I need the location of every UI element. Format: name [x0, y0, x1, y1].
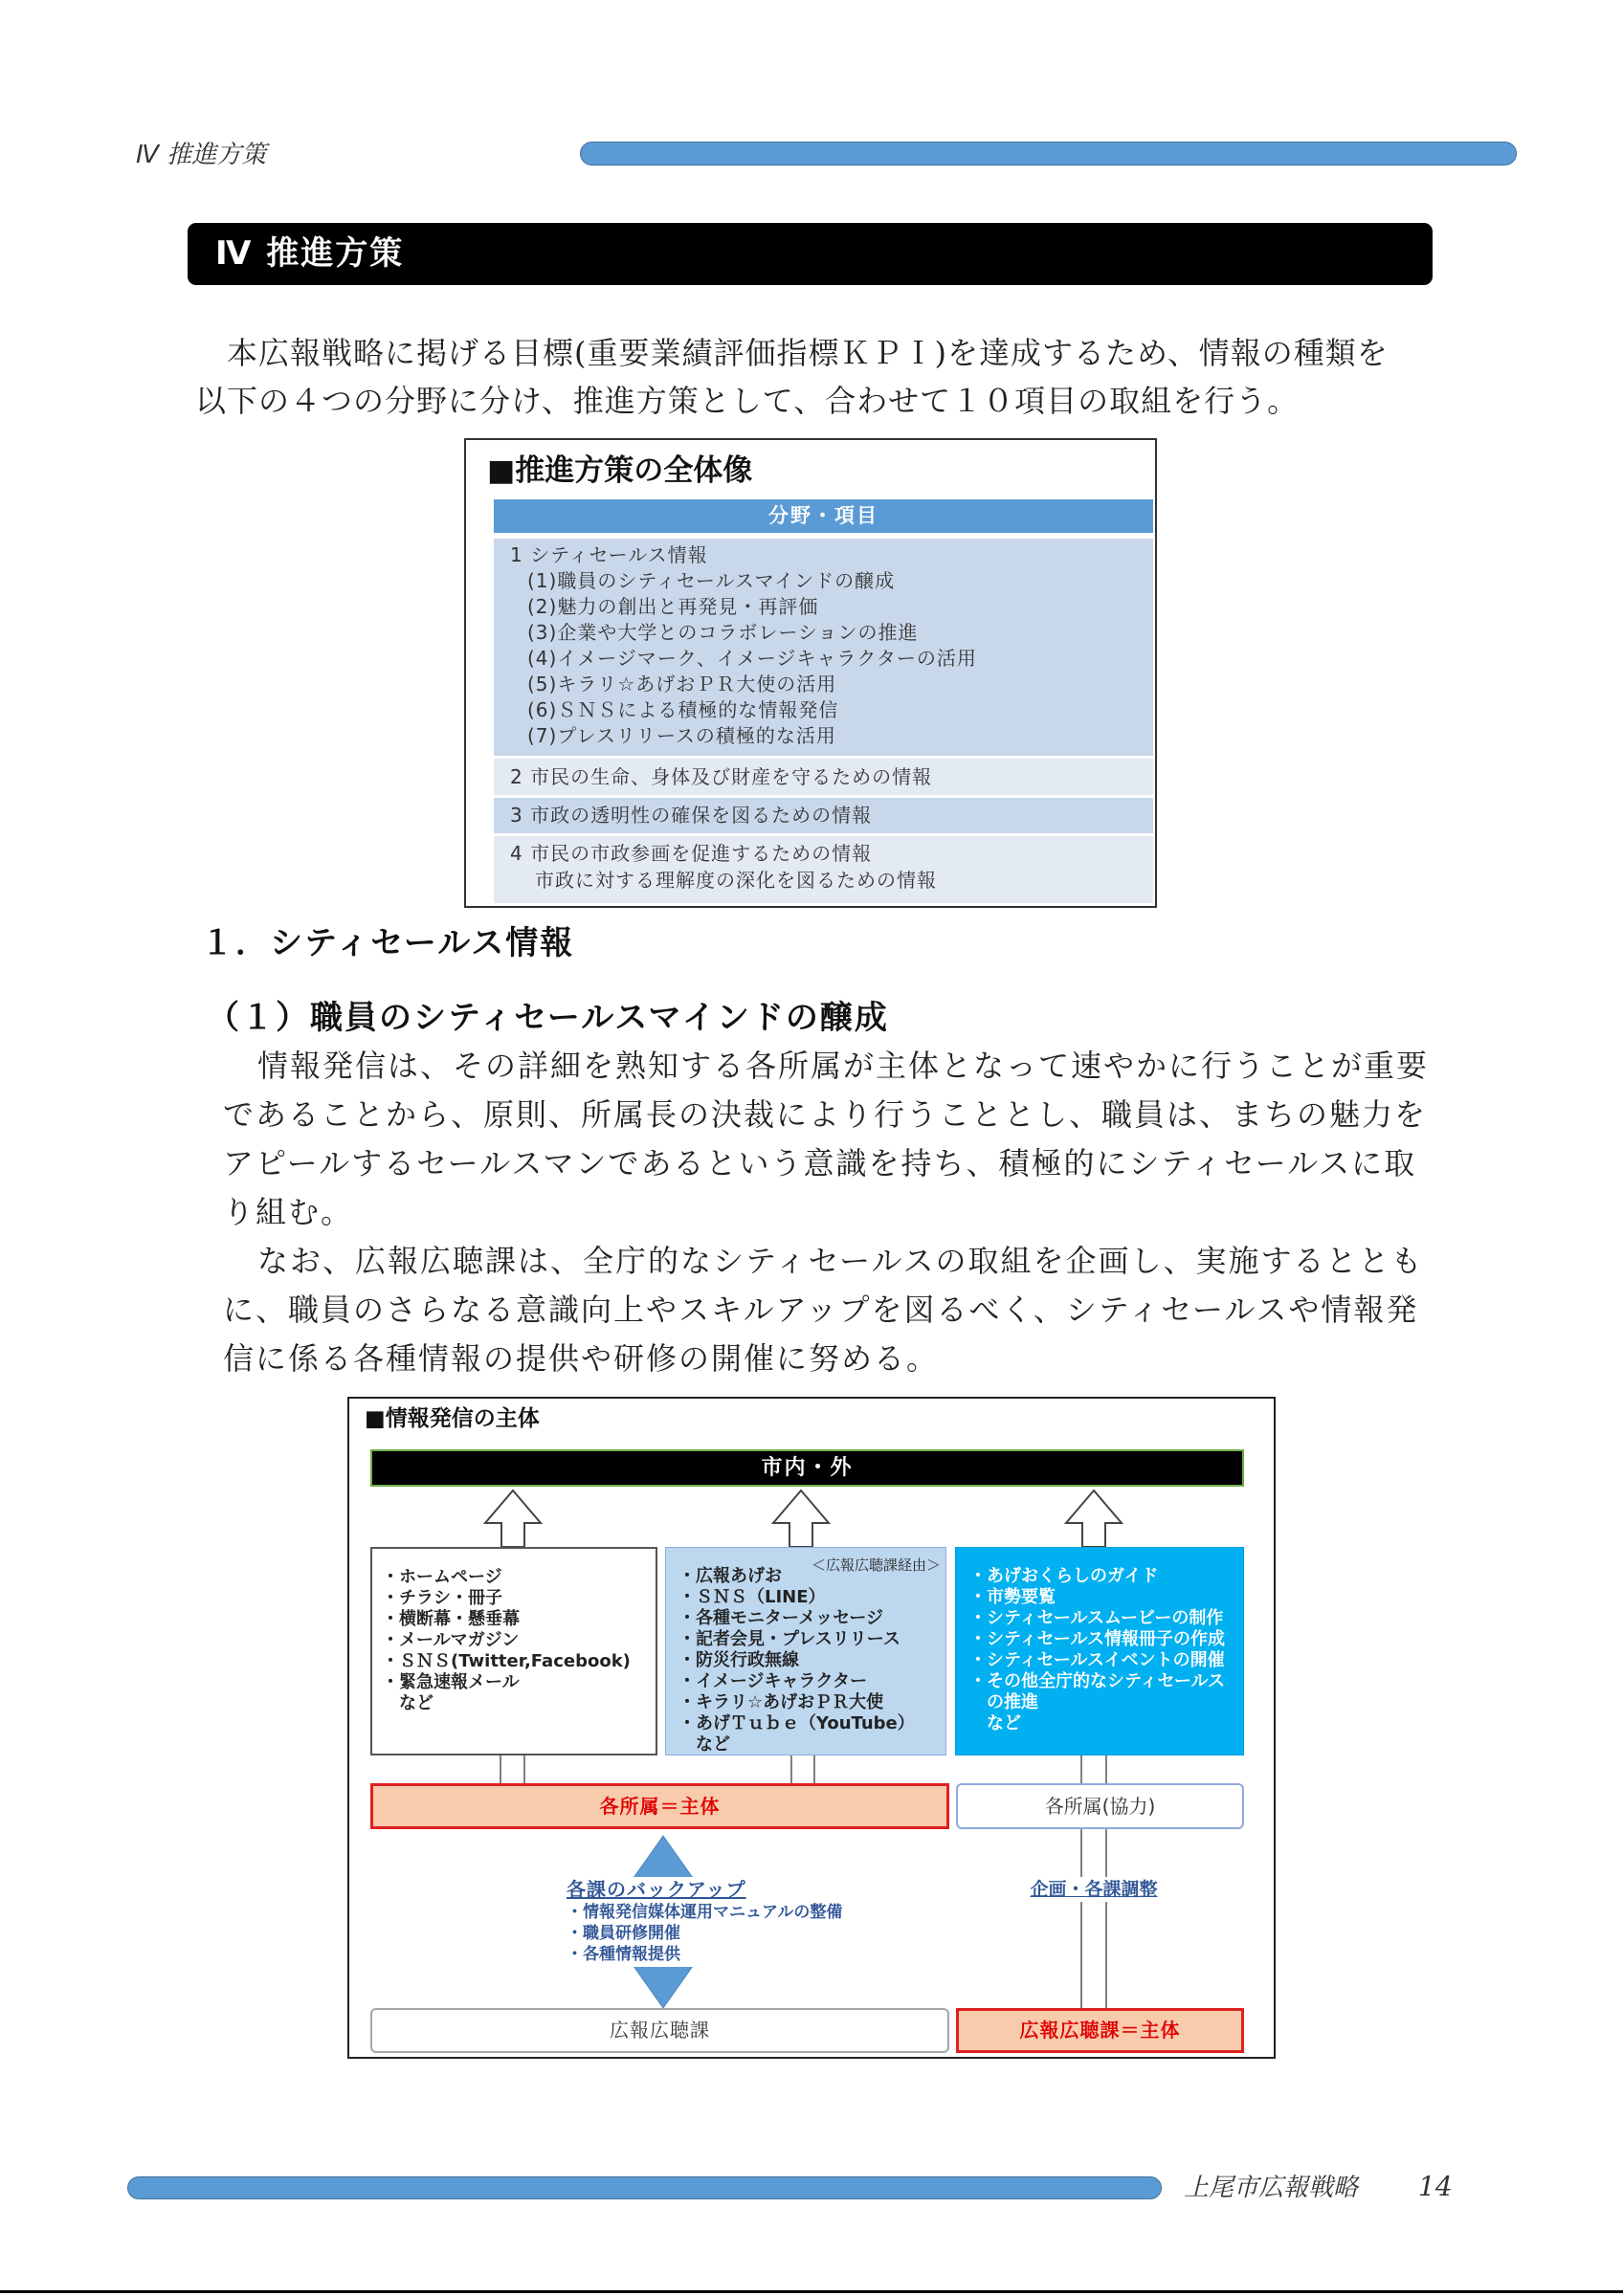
- up-arrow-icon: [485, 1490, 541, 1547]
- departments-lead-box: 各所属＝主体: [370, 1783, 949, 1829]
- intro-line: 以下の４つの分野に分け、推進方策として、合わせて１０項目の取組を行う。: [195, 383, 1300, 419]
- paragraph-line: に、職員のさらなる意識向上やスキルアップを図るべく、シティセールスや情報発: [223, 1292, 1419, 1328]
- media-item: ・キラリ☆あげおＰＲ大使: [678, 1692, 884, 1712]
- intro-paragraph: [195, 329, 1439, 425]
- paragraph-line: であることから、原則、所属長の決裁により行うこととし、職員は、まちの魅力を: [223, 1096, 1428, 1133]
- paragraph-line: 情報発信は、その詳細を熟知する各所属が主体となって速やかに行うことが重要: [257, 1048, 1430, 1084]
- coordination-annotation: 企画・各課調整: [1027, 1877, 1161, 1902]
- overview-box: [464, 438, 1157, 908]
- chapter-title: Ⅳ 推進方策: [188, 223, 1433, 285]
- paragraph-line: アピールするセールスマンであるという意識を持ち、積極的にシティセールスに取: [223, 1145, 1417, 1181]
- section-body: [223, 1042, 1438, 1383]
- running-header-bar: [580, 142, 1517, 166]
- media-box-general: [370, 1547, 657, 1755]
- media-item: の推進: [987, 1692, 1038, 1712]
- overview-row-item: (4)イメージマーク、イメージキャラクターの活用: [527, 647, 977, 670]
- up-arrow-icon: [1066, 1490, 1122, 1547]
- media-item: ・広報あげお: [678, 1566, 782, 1586]
- overview-row-participation: [494, 836, 1153, 903]
- media-item: など: [696, 1734, 730, 1755]
- media-item: ・あげＴｕｂｅ（YouTube）: [678, 1713, 915, 1733]
- media-item: ・ホームページ: [382, 1567, 502, 1587]
- media-item: ・市勢要覧: [969, 1587, 1056, 1607]
- media-box-city-sales: [955, 1547, 1244, 1755]
- overview-row-item: (5)キラリ☆あげおＰＲ大使の活用: [527, 673, 837, 695]
- overview-row-item: (3)企業や大学とのコラボレーションの推進: [527, 621, 919, 644]
- overview-row-item: (1)職員のシティセールスマインドの醸成: [527, 569, 896, 592]
- media-box-note: ＜広報広聴課経由＞: [811, 1556, 941, 1574]
- overview-row-heading: 2 市民の生命、身体及び財産を守るための情報: [510, 765, 933, 788]
- backup-title: 各課のバックアップ: [567, 1878, 746, 1901]
- media-item: ・イメージキャラクター: [678, 1671, 868, 1691]
- overview-row-heading: 4 市民の市政参画を促進するための情報: [510, 842, 873, 865]
- footer-bar: [127, 2176, 1162, 2199]
- media-item: ・ＳＮＳ(Twitter,Facebook): [382, 1651, 631, 1671]
- overview-row-item: 市政に対する理解度の深化を図るための情報: [535, 869, 937, 892]
- overview-row-item: (7)プレスリリースの積極的な活用: [527, 724, 836, 747]
- media-item: など: [399, 1693, 434, 1713]
- overview-row-transparency: [494, 798, 1153, 833]
- overview-row-heading: 1 シティセールス情報: [510, 543, 708, 566]
- media-item: ・記者会見・プレスリリース: [678, 1629, 900, 1649]
- media-item: ・シティセールスイベントの開催: [969, 1650, 1225, 1670]
- media-box-pr-division: [665, 1547, 946, 1755]
- paragraph-line: 信に係る各種情報の提供や研修の開催に努める。: [223, 1340, 940, 1377]
- overview-row-item: (6)ＳＮＳによる積極的な情報発信: [527, 698, 839, 721]
- info-source-diagram: [347, 1397, 1276, 2059]
- media-item: ・各種モニターメッセージ: [678, 1608, 884, 1628]
- overview-row-heading: 3 市政の透明性の確保を図るための情報: [510, 804, 873, 827]
- intro-line: 本広報戦略に掲げる目標(重要業績評価指標ＫＰＩ)を達成するため、情報の種類を: [227, 335, 1389, 371]
- media-item: ・ＳＮＳ（LINE）: [678, 1587, 826, 1607]
- page-number: 14: [1418, 2171, 1453, 2202]
- media-item: ・横断幕・懸垂幕: [382, 1609, 520, 1629]
- media-item: ・メールマガジン: [382, 1630, 520, 1650]
- departments-cooperate-box: 各所属(協力): [956, 1783, 1244, 1829]
- media-item: ・チラシ・冊子: [382, 1588, 502, 1608]
- media-item: ・緊急速報メール: [382, 1672, 520, 1692]
- diagram-title: ■情報発信の主体: [365, 1406, 540, 1431]
- footer-document-title: 上尾市広報戦略: [1184, 2174, 1359, 2202]
- media-item: ・防災行政無線: [678, 1650, 799, 1670]
- overview-title: ■推進方策の全体像: [487, 453, 753, 488]
- running-header-label: Ⅳ 推進方策: [136, 141, 267, 169]
- diagram-top-bar: 市内・外: [370, 1449, 1244, 1487]
- up-arrow-icon: [773, 1490, 829, 1547]
- media-item: ・あげおくらしのガイド: [969, 1566, 1159, 1586]
- paragraph-line: り組む。: [223, 1194, 354, 1230]
- overview-row-safety: [494, 759, 1153, 795]
- backup-item: ・各種情報提供: [567, 1945, 680, 1964]
- backup-item: ・情報発信媒体運用マニュアルの整備: [567, 1903, 843, 1922]
- overview-row-item: (2)魅力の創出と再発見・再評価: [527, 595, 819, 618]
- paragraph-line: なお、広報広聴課は、全庁的なシティセールスの取組を企画し、実施するととも: [257, 1243, 1424, 1279]
- media-item: ・その他全庁的なシティセールス: [969, 1671, 1225, 1691]
- subsection-heading: （１）職員のシティセールスマインドの醸成: [207, 999, 889, 1037]
- backup-annotation: [562, 1877, 881, 1967]
- pr-division-box: 広報広聴課: [370, 2008, 949, 2053]
- media-item: ・シティセールス情報冊子の作成: [969, 1629, 1225, 1649]
- media-item: ・シティセールスムービーの制作: [969, 1608, 1224, 1628]
- pr-division-lead-box: 広報広聴課＝主体: [956, 2008, 1244, 2053]
- backup-item: ・職員研修開催: [567, 1924, 680, 1943]
- bottom-rule: [0, 2290, 1623, 2293]
- overview-row-city-sales: [494, 539, 1153, 756]
- media-item: など: [987, 1713, 1021, 1733]
- overview-column-header: 分野・項目: [494, 499, 1153, 533]
- section-heading: １．シティセールス情報: [201, 924, 575, 962]
